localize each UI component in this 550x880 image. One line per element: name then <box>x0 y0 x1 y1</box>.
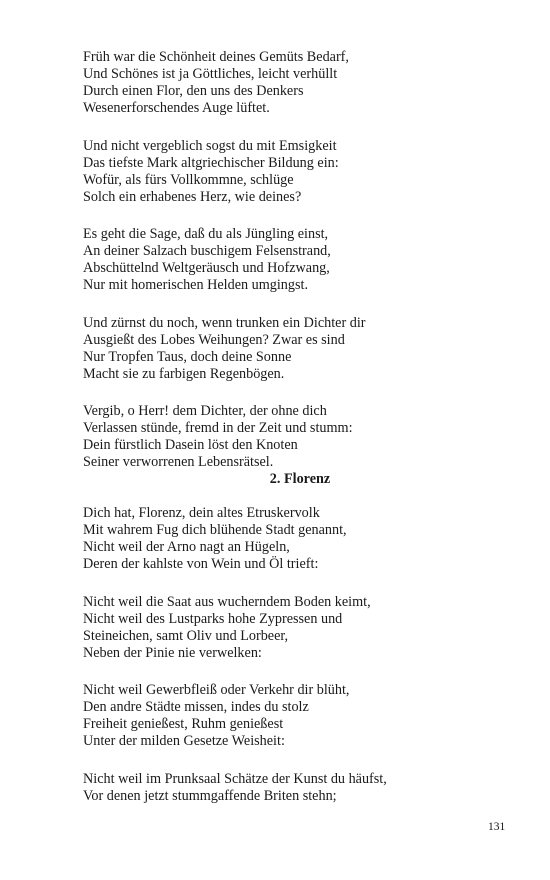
verse-line: Vergib, o Herr! dem Dichter, der ohne dich <box>83 403 327 419</box>
poem-part-1 <box>83 49 483 471</box>
verse-line: Abschüttelnd Weltgeräusch und Hofzwang, <box>83 260 330 276</box>
verse-line: Wofür, als fürs Vollkommne, schlüge <box>83 171 294 188</box>
stanza <box>83 403 483 471</box>
verse-line: Neben der Pinie nie verwelken: <box>83 644 262 661</box>
verse-line: Macht sie zu farbigen Regenbögen. <box>83 365 285 382</box>
verse-line: Nicht weil der Arno nagt an Hügeln, <box>83 539 290 555</box>
verse-line: Dich hat, Florenz, dein altes Etruskervolk <box>83 505 320 521</box>
verse-line: Seiner verworrenen Lebensrätsel. <box>83 454 274 470</box>
verse-line: Nur mit homerischen Helden umgingst. <box>83 277 308 293</box>
verse-line: Und Schönes ist ja Göttliches, leicht verhüllt <box>83 66 338 82</box>
verse-line: Deren der kahlste von Wein und Öl trieft: <box>83 556 319 572</box>
verse-line: Durch einen Flor, den uns des Denkers <box>83 83 304 99</box>
verse-line: Den andre Städte missen, indes du stolz <box>83 699 309 715</box>
verse-line: Und nicht vergeblich sogst du mit Emsigkeit <box>83 137 337 154</box>
verse-line: Steineichen, samt Oliv und Lorbeer, <box>83 627 289 644</box>
verse-line: Nicht weil im Prunksaal Schätze der Kunst du häufst, <box>83 770 387 787</box>
verse-line: Nicht weil Gewerbfleiß oder Verkehr dir blüht, <box>83 682 350 698</box>
verse-line: Ausgießt des Lobes Weihungen? Zwar es sind <box>83 331 345 348</box>
verse-line: Dein fürstlich Dasein löst den Knoten <box>83 437 298 453</box>
verse-line: Unter der milden Gesetze Weisheit: <box>83 733 285 749</box>
stanza <box>83 771 483 805</box>
stanza <box>83 315 483 383</box>
stanza <box>83 226 483 294</box>
verse-line: Verlassen stünde, fremd in der Zeit und stumm: <box>83 420 353 436</box>
verse-line: Mit wahrem Fug dich blühende Stadt genannt, <box>83 522 347 538</box>
verse-line: Nicht weil die Saat aus wucherndem Boden keimt, <box>83 593 371 610</box>
page-number: 131 <box>488 821 506 833</box>
verse-line: Und zürnst du noch, wenn trunken ein Dichter dir <box>83 314 366 331</box>
poem-part-2 <box>83 505 483 805</box>
verse-line: Nur Tropfen Taus, doch deine Sonne <box>83 348 292 365</box>
section-title: 2. Florenz <box>269 471 331 487</box>
stanza <box>83 138 483 206</box>
verse-line: An deiner Salzach buschigem Felsenstrand, <box>83 243 331 259</box>
verse-line: Das tiefste Mark altgriechischer Bildung ein: <box>83 154 339 171</box>
verse-line: Früh war die Schönheit deines Gemüts Bedarf, <box>83 49 349 65</box>
verse-line: Vor denen jetzt stummgaffende Briten stehn; <box>83 787 337 804</box>
stanza <box>83 682 483 750</box>
verse-line: Wesenerforschendes Auge lüftet. <box>83 100 270 116</box>
stanza <box>83 505 483 573</box>
verse-line: Es geht die Sage, daß du als Jüngling einst, <box>83 226 329 242</box>
verse-line: Solch ein erhabenes Herz, wie deines? <box>83 188 302 205</box>
verse-line: Nicht weil des Lustparks hohe Zypressen und <box>83 610 343 627</box>
page-content <box>83 49 483 805</box>
verse-line: Freiheit genießest, Ruhm genießest <box>83 716 284 732</box>
stanza <box>83 594 483 662</box>
stanza <box>83 49 483 117</box>
